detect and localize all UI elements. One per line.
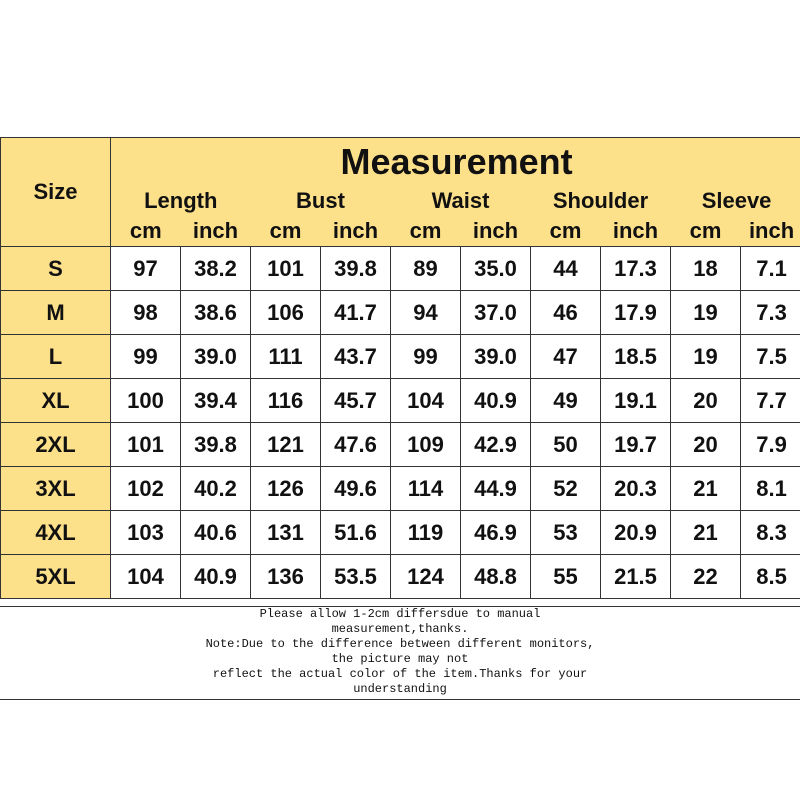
table-row [1, 423, 800, 467]
measurement-cell: 46.9 [461, 511, 531, 555]
measurement-cell: 100 [111, 379, 181, 423]
measurement-cell: 121 [251, 423, 321, 467]
size-label: XL [1, 379, 111, 423]
measurement-cell: 111 [251, 335, 321, 379]
table-row [1, 291, 800, 335]
measurement-cell: 51.6 [321, 511, 391, 555]
unit-header-cm: cm [111, 216, 181, 247]
table-row [1, 555, 800, 599]
measurement-cell: 37.0 [461, 291, 531, 335]
disclaimer-note [0, 606, 800, 700]
group-header-shoulder: Shoulder [552, 188, 649, 213]
unit-header-inch: inch [181, 216, 251, 247]
measurement-cell: 38.6 [181, 291, 251, 335]
group-header-bust: Bust [296, 188, 345, 213]
measurement-cell: 20.3 [601, 467, 671, 511]
measurement-cell: 49.6 [321, 467, 391, 511]
measurement-cell: 101 [251, 247, 321, 291]
measurement-cell: 18 [671, 247, 741, 291]
measurement-cell: 39.0 [461, 335, 531, 379]
measurement-cell: 48.8 [461, 555, 531, 599]
group-header-length: Length [144, 188, 218, 213]
unit-header-inch: inch [461, 216, 531, 247]
measurement-cell: 97 [111, 247, 181, 291]
measurement-cell: 39.0 [181, 335, 251, 379]
measurement-cell: 41.7 [321, 291, 391, 335]
measurement-cell: 7.3 [741, 291, 800, 335]
measurement-cell: 109 [391, 423, 461, 467]
note-line: measurement,thanks. [331, 622, 469, 636]
unit-header-cm: cm [391, 216, 461, 247]
measurement-cell: 22 [671, 555, 741, 599]
measurement-cell: 19 [671, 335, 741, 379]
measurement-cell: 50 [531, 423, 601, 467]
measurement-cell: 7.1 [741, 247, 800, 291]
measurement-cell: 119 [391, 511, 461, 555]
size-label: M [1, 291, 111, 335]
measurement-table [0, 137, 800, 599]
measurement-cell: 53.5 [321, 555, 391, 599]
measurement-cell: 20 [671, 423, 741, 467]
measurement-cell: 126 [251, 467, 321, 511]
measurement-cell: 21 [671, 467, 741, 511]
measurement-cell: 47.6 [321, 423, 391, 467]
note-line: reflect the actual color of the item.Thanks for your [212, 667, 588, 681]
measurement-cell: 8.5 [741, 555, 800, 599]
measurement-cell: 8.3 [741, 511, 800, 555]
measurement-cell: 103 [111, 511, 181, 555]
group-header-sleeve: Sleeve [701, 188, 772, 213]
measurement-cell: 42.9 [461, 423, 531, 467]
measurement-cell: 8.1 [741, 467, 800, 511]
measurement-cell: 39.4 [181, 379, 251, 423]
measurement-cell: 20 [671, 379, 741, 423]
measurement-cell: 7.7 [741, 379, 800, 423]
measurement-cell: 19.1 [601, 379, 671, 423]
table-body [1, 247, 800, 599]
measurement-cell: 19.7 [601, 423, 671, 467]
measurement-cell: 44 [531, 247, 601, 291]
measurement-cell: 19 [671, 291, 741, 335]
measurement-cell: 99 [391, 335, 461, 379]
note-line: Note:Due to the difference between different monitors, [205, 637, 595, 651]
measurement-cell: 35.0 [461, 247, 531, 291]
table-row [1, 511, 800, 555]
unit-header-cm: cm [531, 216, 601, 247]
table-title: Measurement [111, 138, 800, 187]
measurement-cell: 46 [531, 291, 601, 335]
measurement-cell: 45.7 [321, 379, 391, 423]
measurement-cell: 89 [391, 247, 461, 291]
measurement-cell: 17.3 [601, 247, 671, 291]
note-line: Please allow 1-2cm differsdue to manual [259, 607, 541, 621]
measurement-cell: 104 [111, 555, 181, 599]
measurement-cell: 53 [531, 511, 601, 555]
table-header [1, 138, 800, 247]
measurement-cell: 43.7 [321, 335, 391, 379]
measurement-cell: 104 [391, 379, 461, 423]
measurement-cell: 40.9 [181, 555, 251, 599]
table-row [1, 247, 800, 291]
measurement-cell: 98 [111, 291, 181, 335]
measurement-cell: 21 [671, 511, 741, 555]
table-row [1, 335, 800, 379]
measurement-cell: 49 [531, 379, 601, 423]
size-label: 4XL [1, 511, 111, 555]
measurement-cell: 44.9 [461, 467, 531, 511]
note-line: the picture may not [331, 652, 469, 666]
measurement-cell: 7.9 [741, 423, 800, 467]
unit-header-inch: inch [601, 216, 671, 247]
measurement-cell: 7.5 [741, 335, 800, 379]
measurement-cell: 47 [531, 335, 601, 379]
measurement-cell: 21.5 [601, 555, 671, 599]
measurement-cell: 102 [111, 467, 181, 511]
measurement-cell: 40.2 [181, 467, 251, 511]
size-column-header: Size [1, 138, 111, 247]
measurement-cell: 106 [251, 291, 321, 335]
measurement-cell: 18.5 [601, 335, 671, 379]
unit-header-inch: inch [741, 216, 800, 247]
measurement-cell: 136 [251, 555, 321, 599]
unit-header-cm: cm [671, 216, 741, 247]
measurement-cell: 114 [391, 467, 461, 511]
measurement-cell: 55 [531, 555, 601, 599]
measurement-cell: 101 [111, 423, 181, 467]
measurement-cell: 116 [251, 379, 321, 423]
note-line: understanding [353, 682, 447, 696]
measurement-cell: 39.8 [321, 247, 391, 291]
table-row [1, 379, 800, 423]
measurement-cell: 94 [391, 291, 461, 335]
measurement-cell: 40.6 [181, 511, 251, 555]
measurement-cell: 131 [251, 511, 321, 555]
size-label: 3XL [1, 467, 111, 511]
measurement-cell: 17.9 [601, 291, 671, 335]
size-chart [0, 137, 800, 599]
size-label: 2XL [1, 423, 111, 467]
unit-header-inch: inch [321, 216, 391, 247]
measurement-cell: 40.9 [461, 379, 531, 423]
measurement-cell: 99 [111, 335, 181, 379]
table-row [1, 467, 800, 511]
measurement-cell: 39.8 [181, 423, 251, 467]
unit-header-cm: cm [251, 216, 321, 247]
measurement-cell: 52 [531, 467, 601, 511]
group-header-waist: Waist [431, 188, 490, 213]
measurement-cell: 124 [391, 555, 461, 599]
measurement-cell: 20.9 [601, 511, 671, 555]
size-label: L [1, 335, 111, 379]
measurement-cell: 38.2 [181, 247, 251, 291]
size-label: S [1, 247, 111, 291]
size-label: 5XL [1, 555, 111, 599]
